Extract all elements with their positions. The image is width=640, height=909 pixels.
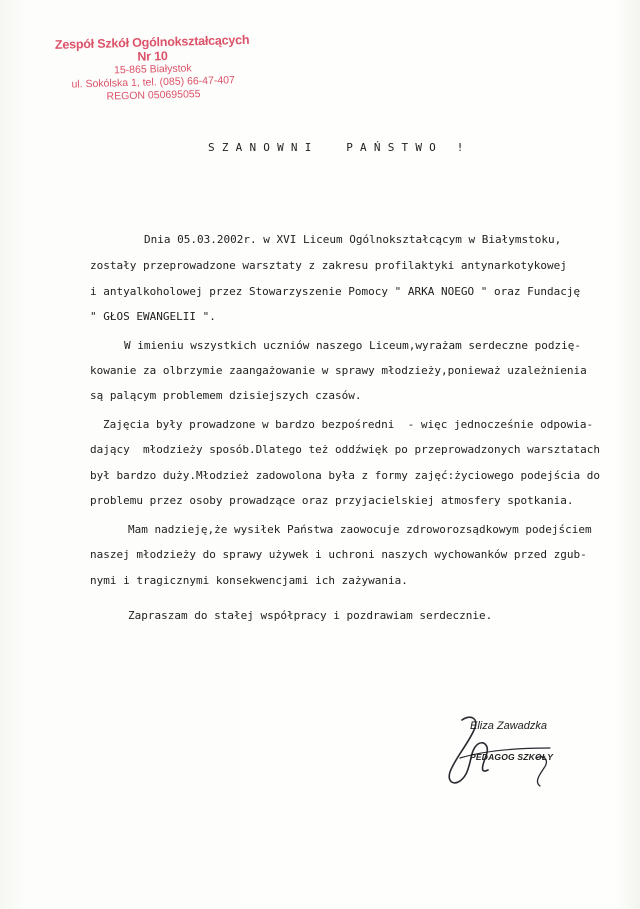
greeting-heading: SZANOWNI PAŃSTWO ! <box>208 141 471 154</box>
body-line: Zajęcia były prowadzone w bardzo bezpośredni - więc jednocześnie odpowia- <box>103 418 594 431</box>
body-line: problemu przez osoby prowadzące oraz przyjacielskiej atmosfery spotkania. <box>90 494 574 507</box>
body-line: był bardzo duży.Młodzież zadowolona była z formy zajęć:życiowego podejścia do <box>90 469 600 482</box>
body-line: dający młodzieży sposób.Dlatego też oddźwięk po przeprowadzonych warsztatach <box>90 443 600 456</box>
body-line: kowanie za olbrzymie zaangażowanie w sprawy młodzieży,ponieważ uzależnienia <box>90 364 587 377</box>
body-line: Dnia 05.03.2002r. w XVI Liceum Ogólnokształcącym w Białymstoku, <box>144 233 562 246</box>
school-stamp <box>52 33 254 105</box>
signatory-name: Eliza Zawadzka <box>470 720 548 732</box>
stamp-school-name: Zespół Szkół Ogólnokształcących Nr 10 <box>54 32 250 64</box>
body-line: " GŁOS EWANGELII ". <box>90 310 216 323</box>
body-line: Zapraszam do stałej współpracy i pozdrawiam serdecznie. <box>128 609 493 622</box>
body-line: Mam nadzieję,że wysiłek Państwa zaowocuje zdroworozsądkowym podejściem <box>128 523 592 536</box>
body-line: W imieniu wszystkich uczniów naszego Liceum,wyrażam serdeczne podzię- <box>124 339 581 352</box>
body-line: są palącym problemem dzisiejszych czasów. <box>90 389 362 402</box>
stamp-postal: 15-865 Białystok <box>113 62 192 77</box>
stamp-address: ul. Sokólska 1, tel. (085) 66-47-407 <box>71 74 236 91</box>
signatory-title: PEDAGOG SZKOŁY <box>470 752 554 762</box>
stamp-regon: REGON 050695055 <box>106 88 201 103</box>
body-line: zostały przeprowadzone warsztaty z zakresu profilaktyki antynarkotykowej <box>90 259 567 272</box>
body-line: naszej młodzieży do sprawy używek i uchroni naszych wychowanków przed zgub- <box>90 548 587 561</box>
body-line: nymi i tragicznymi konsekwencjami ich zażywania. <box>90 574 408 587</box>
body-line: i antyalkoholowej przez Stowarzyszenie Pomocy " ARKA NOEGO " oraz Fundację <box>90 285 581 298</box>
